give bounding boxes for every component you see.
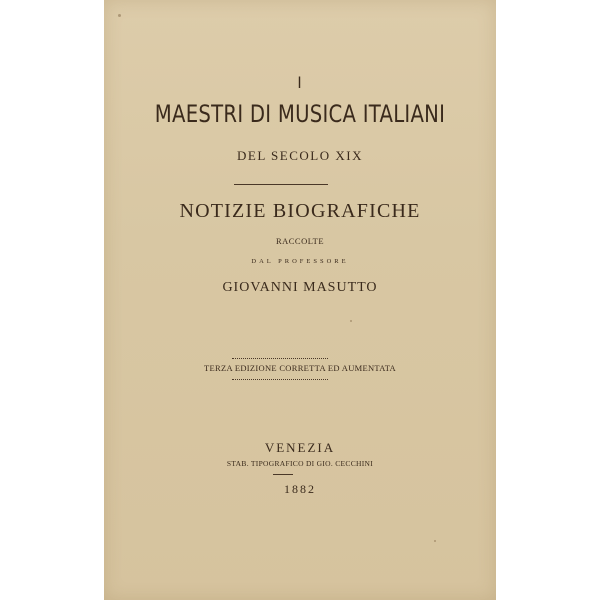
- author-name: GIOVANNI MASUTTO: [222, 280, 378, 295]
- printer-name: STAB. TIPOGRAFICO DI GIO. CECCHINI: [226, 459, 374, 468]
- paper-speck: [118, 14, 121, 17]
- divider-rule-top: [234, 184, 328, 185]
- divider-rule-edition-bottom: [232, 379, 328, 380]
- subtitle: NOTIZIE BIOGRAFICHE: [179, 200, 421, 222]
- publication-year: 1882: [284, 482, 316, 496]
- paper-speck: [350, 320, 352, 322]
- by-professor-label: DAL PROFESSORE: [251, 258, 349, 265]
- century-line: DEL SECOLO XIX: [237, 148, 363, 163]
- volume-numeral: I: [297, 73, 303, 92]
- main-title: MAESTRI DI MUSICA ITALIANI: [154, 100, 446, 128]
- edition-note: TERZA EDIZIONE CORRETTA ED AUMENTATA: [204, 363, 396, 373]
- paper-speck: [434, 540, 436, 542]
- book-title-page: [104, 0, 496, 600]
- publication-city: VENEZIA: [264, 440, 336, 455]
- divider-rule-short: [273, 474, 293, 475]
- collected-label: RACCOLTE: [275, 236, 325, 246]
- divider-rule-edition-top: [232, 358, 328, 359]
